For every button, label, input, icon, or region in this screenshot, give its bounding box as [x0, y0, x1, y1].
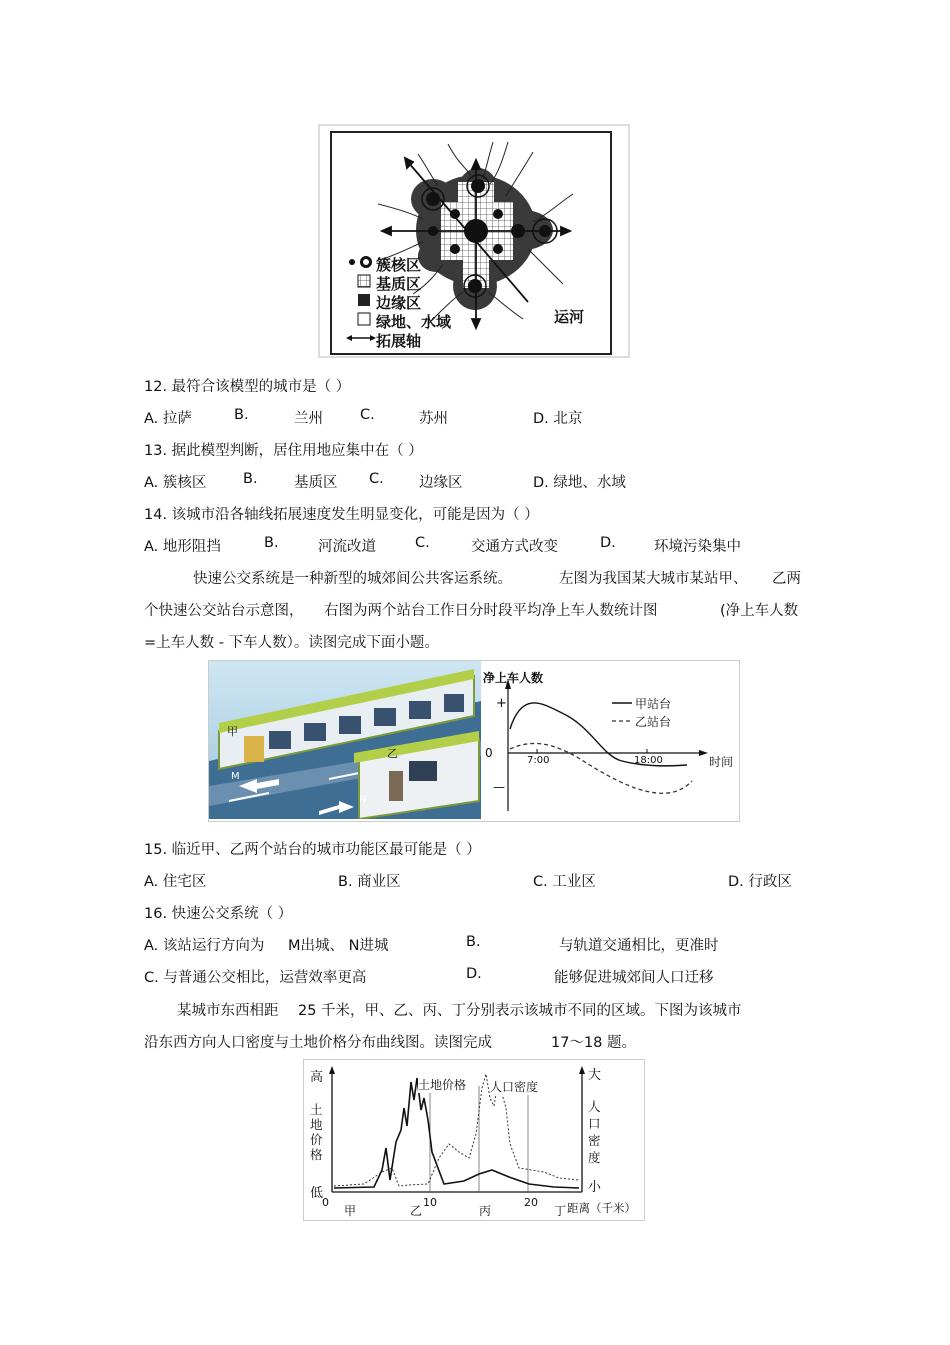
q13-option-a: A. 簇核区 [144, 475, 207, 491]
q12-option-a: A. 拉萨 [144, 411, 192, 427]
q14-option-a: A. 地形阻挡 [144, 539, 221, 555]
q12-option-c-letter: C. [360, 407, 375, 423]
legend-label-axis: 拓展轴 [376, 332, 422, 350]
photo-label-n: N [359, 794, 367, 805]
left-axis-bottom-label: 低 [310, 1186, 324, 1201]
passage2-line1c: 乙两 [772, 571, 801, 587]
q16-option-a-cont: M出城、 N进城 [288, 938, 389, 954]
q12-option-d: D. 北京 [533, 411, 583, 427]
land-price-density-figure [303, 1059, 645, 1221]
q13-option-c-text: 边缘区 [419, 475, 463, 491]
matrix-zone-icon [358, 275, 370, 287]
q16-option-d-letter: D. [466, 966, 482, 982]
passage3-line1: 某城市东西相距 [177, 1003, 279, 1019]
q12-option-c-text: 苏州 [419, 411, 448, 427]
zone-label-ding: 丁 [554, 1204, 567, 1218]
legend-yi-label: 乙站台 [635, 715, 672, 729]
passage3-line1b: 25 千米，甲、乙、丙、丁分别表示该城市不同的区域。下图为该城市 [298, 1003, 742, 1019]
x-axis-label: 时间 [709, 755, 734, 769]
x-axis-label: 距离（千米） [567, 1201, 636, 1215]
series-land-price-label: 土地价格 [418, 1078, 467, 1092]
brt-station-photo [209, 661, 481, 819]
right-axis-top-label: 大 [588, 1068, 602, 1083]
passage2-line2: 个快速公交站台示意图， [144, 603, 304, 619]
x-tick-1800: 18:00 [634, 755, 663, 766]
q15-option-a: A. 住宅区 [144, 874, 207, 890]
legend-label-green: 绿地、水域 [376, 313, 452, 331]
q15-stem: 15. 临近甲、乙两个站台的城市功能区最可能是（ ） [144, 842, 481, 858]
q13-option-b-letter: B. [243, 471, 258, 487]
left-axis-top-label: 高 [310, 1070, 324, 1085]
right-axis-label: 人口密度 [588, 1099, 601, 1165]
q14-option-d-letter: D. [600, 535, 616, 551]
photo-label-jia: 甲 [227, 725, 238, 738]
q15-option-c: C. 工业区 [533, 874, 596, 890]
q13-option-d: D. 绿地、水域 [533, 475, 626, 491]
q13-stem: 13. 据此模型判断，居住用地应集中在（ ） [144, 443, 423, 459]
photo-label-m: M [231, 771, 240, 782]
legend-label-core: 簇核区 [376, 256, 422, 274]
q16-option-a: A. 该站运行方向为 [144, 938, 265, 954]
q14-option-b-letter: B. [264, 535, 279, 551]
q16-option-b-text: 与轨道交通相比，更准时 [559, 938, 719, 954]
edge-zone-icon [358, 294, 370, 306]
passage2-line2b: 右图为两个站台工作日分时段平均净上车人数统计图 [324, 603, 658, 619]
q14-option-c-text: 交通方式改变 [471, 539, 558, 555]
q12-option-b-text: 兰州 [294, 411, 323, 427]
canal-label: 运河 [554, 308, 585, 326]
passage3-line2: 沿东西方向人口密度与土地价格分布曲线图。读图完成 [144, 1035, 492, 1051]
green-water-icon [358, 313, 370, 325]
brt-figure [208, 660, 740, 822]
legend-jia-label: 甲站台 [635, 697, 672, 711]
left-axis-label: 土地价格 [310, 1102, 323, 1162]
zone-label-bing: 丙 [479, 1204, 492, 1218]
q13-option-b-text: 基质区 [294, 475, 338, 491]
net-boarding-ylabel: 净上车人数 [483, 671, 544, 685]
q14-option-b-text: 河流改道 [318, 539, 376, 555]
passage2-line2c: (净上车人数 [720, 603, 799, 619]
y-zero-label: 0 [485, 746, 493, 760]
legend-label-matrix: 基质区 [376, 275, 422, 293]
passage2-line1b: 左图为我国某大城市某站甲、 [559, 571, 748, 587]
q14-option-c-letter: C. [415, 535, 430, 551]
passage2-line3: =上车人数 - 下车人数）。读图完成下面小题。 [144, 635, 439, 651]
q16-option-c: C. 与普通公交相比，运营效率更高 [144, 970, 367, 986]
legend-label-edge: 边缘区 [376, 294, 422, 312]
photo-label-yi: 乙 [387, 747, 398, 760]
x-tick-0700: 7:00 [527, 755, 550, 766]
zone-label-yi: 乙 [410, 1204, 423, 1218]
y-minus-label: — [493, 780, 505, 794]
passage2-line1: 快速公交系统是一种新型的城郊间公共客运系统。 [193, 571, 512, 587]
q14-stem: 14. 该城市沿各轴线拓展速度发生明显变化，可能是因为（ ） [144, 507, 539, 523]
x-tick-0: 0 [322, 1196, 329, 1209]
q13-option-c-letter: C. [369, 471, 384, 487]
right-axis-bottom-label: 小 [588, 1180, 602, 1195]
q14-option-d-text: 环境污染集中 [654, 539, 741, 555]
q16-option-d-text: 能够促进城郊间人口迁移 [554, 970, 714, 986]
core-dot-icon [349, 259, 355, 265]
series-population-density-label: 人口密度 [490, 1080, 539, 1094]
city-model-figure [318, 124, 630, 358]
q12-option-b-letter: B. [234, 407, 249, 423]
x-tick-10: 10 [423, 1196, 437, 1209]
q16-stem: 16. 快速公交系统（ ） [144, 906, 293, 922]
q12-stem: 12. 最符合该模型的城市是（ ） [144, 379, 351, 395]
passage3-line2b: 17～18 题。 [551, 1035, 637, 1051]
y-plus-label: + [496, 696, 507, 711]
zone-label-jia: 甲 [344, 1204, 357, 1218]
x-tick-20: 20 [524, 1196, 538, 1209]
q15-option-d: D. 行政区 [728, 874, 792, 890]
q15-option-b: B. 商业区 [338, 874, 401, 890]
q16-option-b-letter: B. [466, 934, 481, 950]
